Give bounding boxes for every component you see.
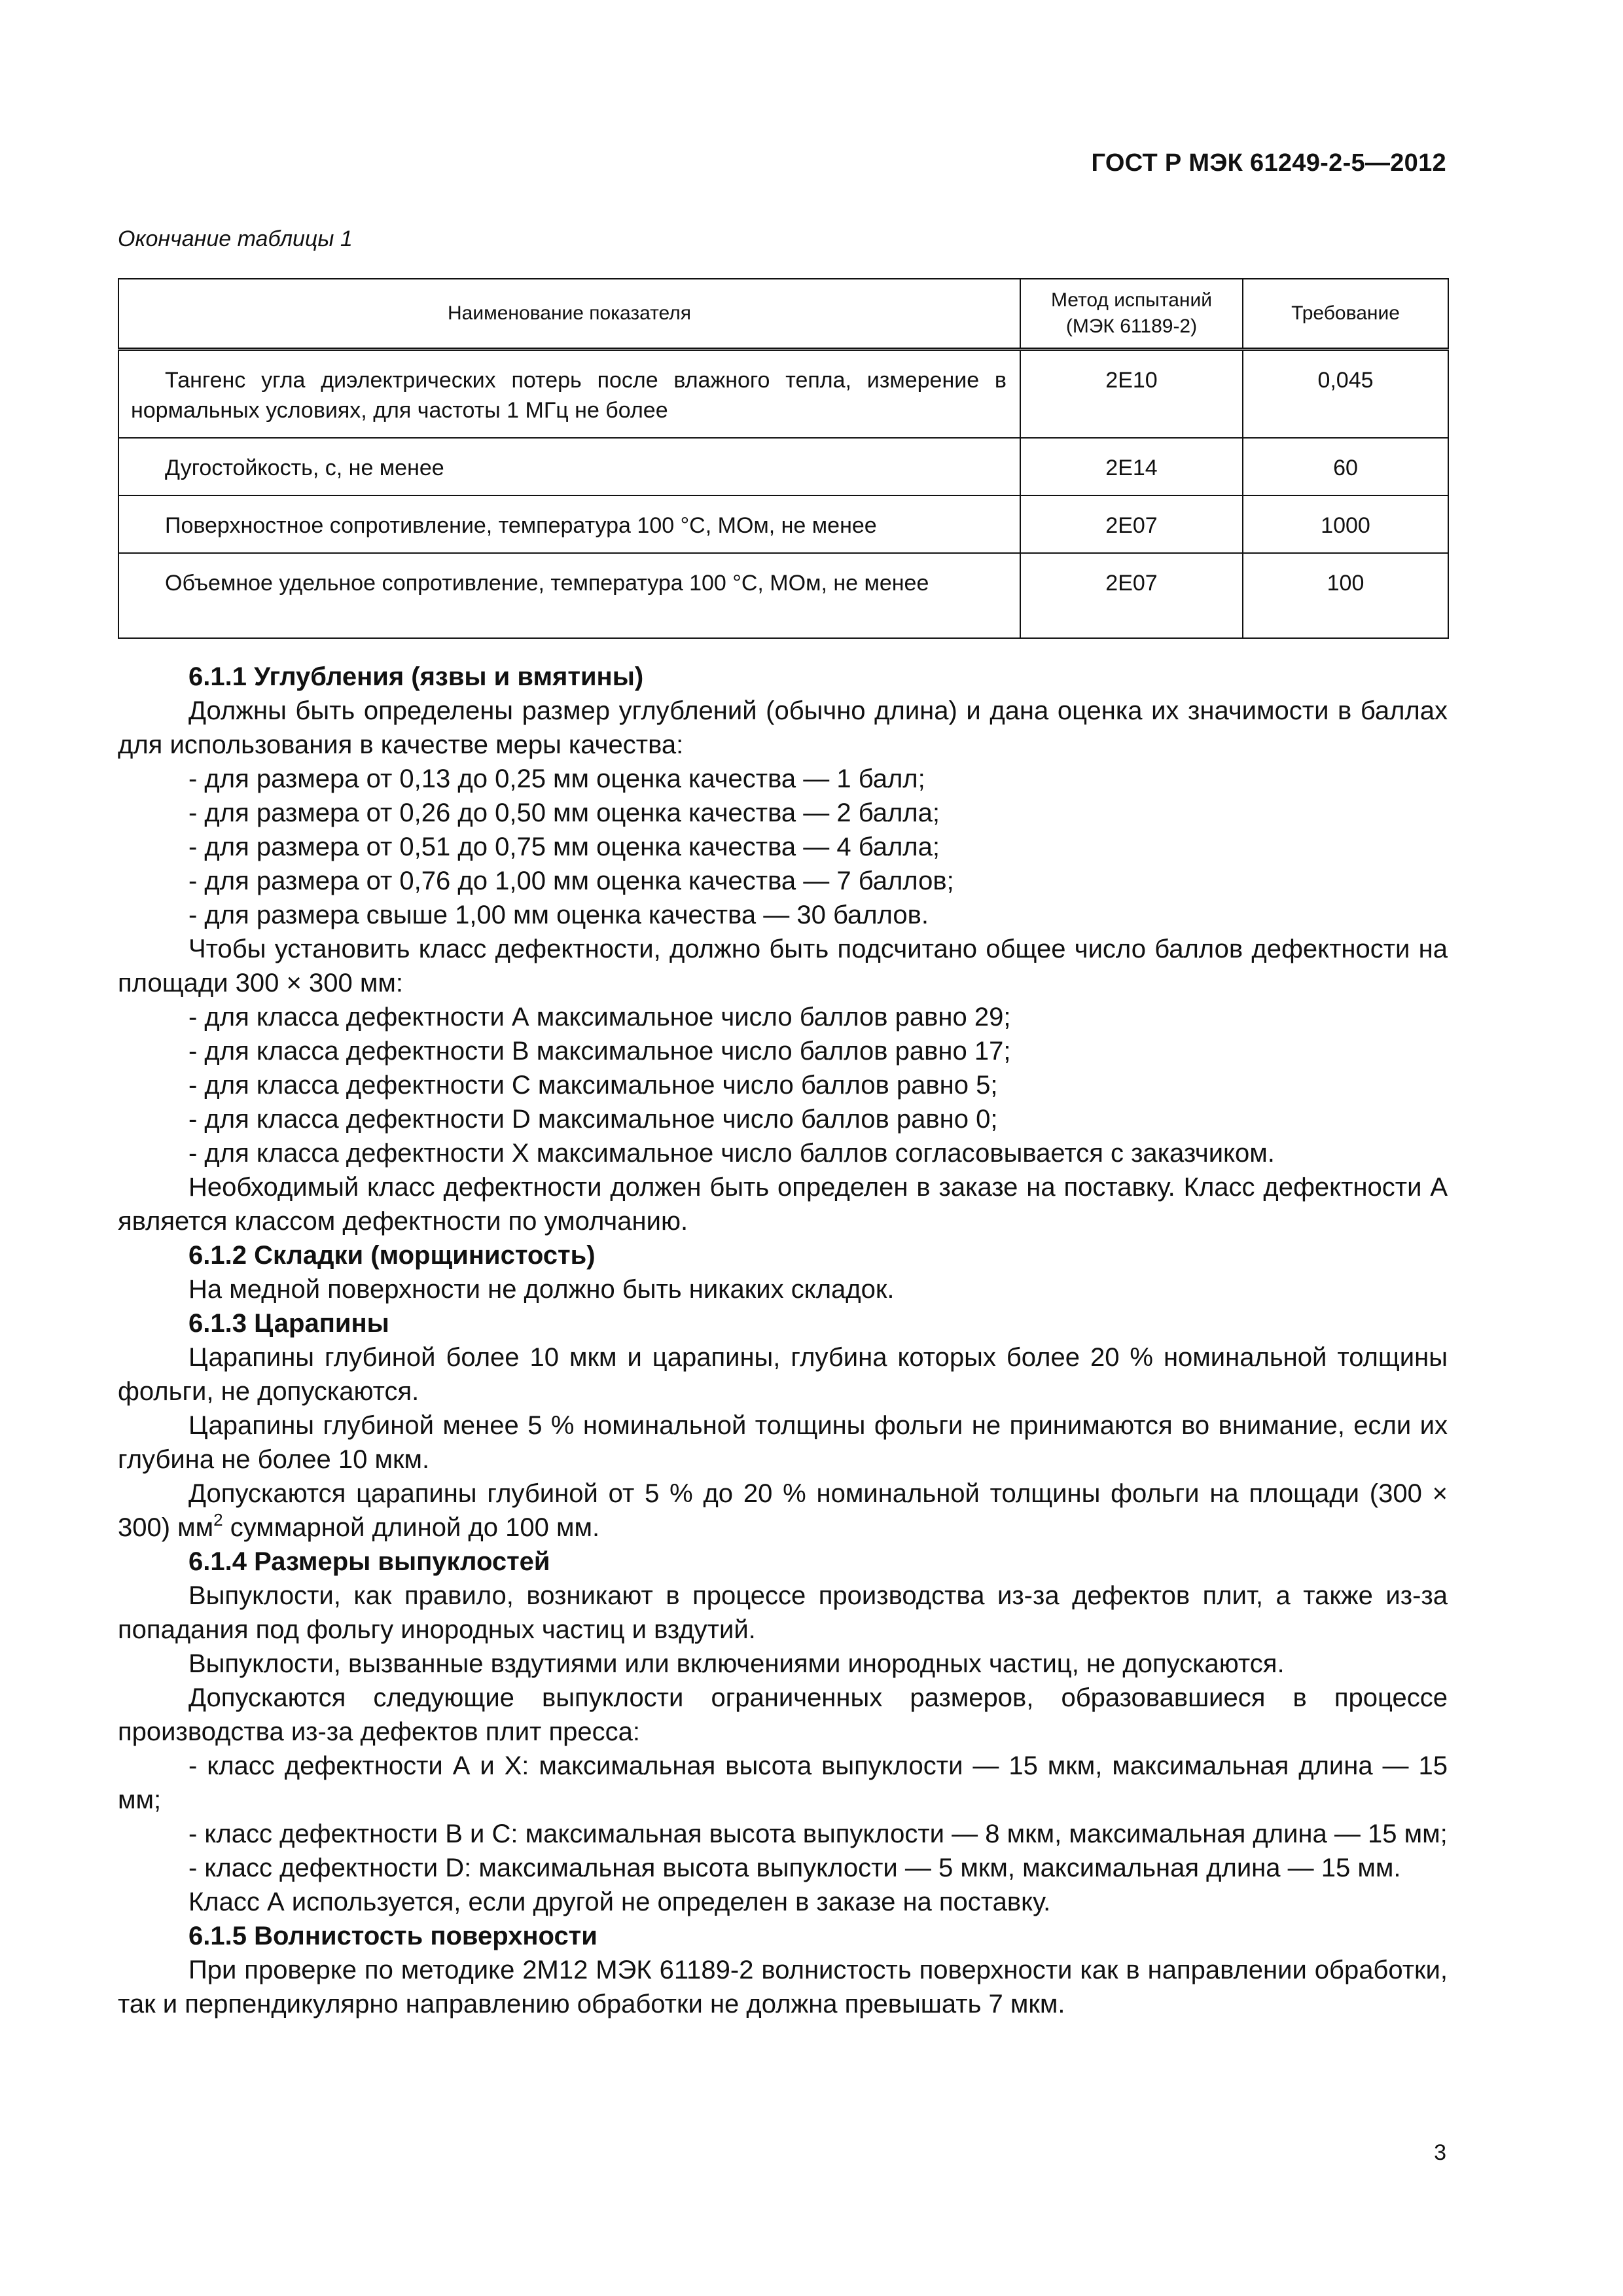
cell-indicator-name	[118, 438, 1020, 495]
paragraph: Царапины глубиной более 10 мкм и царапины, глубина которых более 20 % номинальной толщины фольги, не допускаются.	[118, 1343, 1448, 1406]
cell-text: Тангенс угла диэлектрических потерь после влажного тепла, измерение в нормальных условиях, для частоты 1 МГц не более	[131, 368, 1007, 423]
cell-indicator-name	[118, 350, 1020, 439]
paragraph: - класс дефектности D: максимальная высота выпуклости — 5 мкм, максимальная длина — 15 мм.	[188, 1854, 1401, 1882]
section-heading: 6.1.2 Складки (морщинистость)	[188, 1241, 596, 1270]
list-item: - для класса дефектности С максимальное число баллов равно 5;	[188, 1071, 998, 1100]
table-caption: Окончание таблицы 1	[118, 226, 353, 251]
page-number: 3	[1434, 2140, 1446, 2165]
superscript: 2	[213, 1510, 223, 1530]
paragraph: Должны быть определены размер углублений (обычно длина) и дана оценка их значимости в баллах для использования в качестве меры качества:	[118, 696, 1448, 759]
cell-test-method: 2E07	[1020, 495, 1243, 553]
cell-test-method: 2E07	[1020, 553, 1243, 638]
cell-text: Дугостойкость, с, не менее	[165, 456, 444, 480]
column-header-requirement: Требование	[1243, 279, 1448, 350]
list-item: - для размера от 0,76 до 1,00 мм оценка качества — 7 баллов;	[188, 867, 954, 895]
paragraph: Чтобы установить класс дефектности, должно быть подсчитано общее число баллов дефектности на площади 300 × 300 мм:	[118, 935, 1448, 997]
spec-table	[118, 278, 1449, 639]
paragraph: На медной поверхности не должно быть никаких складок.	[188, 1275, 895, 1304]
body-text	[118, 660, 1448, 2021]
paragraph: Выпуклости, вызванные вздутиями или включениями инородных частиц, не допускаются.	[188, 1649, 1285, 1678]
cell-requirement: 60	[1243, 438, 1448, 495]
cell-indicator-name	[118, 553, 1020, 638]
document-code: ГОСТ Р МЭК 61249-2-5—2012	[1091, 149, 1446, 177]
column-header-method: Метод испытаний (МЭК 61189-2)	[1020, 279, 1243, 350]
cell-test-method: 2E10	[1020, 350, 1243, 439]
list-item: - для класса дефектности В максимальное число баллов равно 17;	[188, 1037, 1011, 1066]
section-heading: 6.1.1 Углубления (язвы и вмятины)	[188, 662, 644, 691]
column-header-name: Наименование показателя	[118, 279, 1020, 350]
list-item: - для размера от 0,26 до 0,50 мм оценка качества — 2 балла;	[188, 798, 940, 827]
table-row	[118, 495, 1448, 553]
paragraph: - класс дефектности А и X: максимальная высота выпуклости — 15 мкм, максимальная длина — 15 мм;	[118, 1751, 1448, 1814]
section-heading: 6.1.4 Размеры выпуклостей	[188, 1547, 550, 1576]
cell-requirement: 0,045	[1243, 350, 1448, 439]
cell-test-method: 2E14	[1020, 438, 1243, 495]
paragraph-text: суммарной длиной до 100 мм.	[223, 1513, 600, 1542]
cell-text: Поверхностное сопротивление, температура 100 °С, МОм, не менее	[165, 513, 877, 538]
paragraph: При проверке по методике 2М12 МЭК 61189-2 волнистость поверхности как в направлении обработки, так и перпендикулярно направлению обработки не должна превышать 7 мкм.	[118, 1956, 1448, 2018]
paragraph-text: Допускаются царапины глубиной от 5 % до 20 % номинальной толщины фольги на площади (300 × 300) мм	[118, 1479, 1448, 1542]
list-item: - для размера от 0,51 до 0,75 мм оценка качества — 4 балла;	[188, 833, 940, 861]
paragraph: Необходимый класс дефектности должен быть определен в заказе на поставку. Класс дефектности А является классом дефектности по умолчанию.	[118, 1173, 1448, 1236]
paragraph: Допускаются следующие выпуклости ограниченных размеров, образовавшиеся в процессе производства из-за дефектов плит пресса:	[118, 1683, 1448, 1746]
list-item: - для класса дефектности А максимальное число баллов равно 29;	[188, 1003, 1011, 1031]
cell-requirement: 1000	[1243, 495, 1448, 553]
table-header-row	[118, 279, 1448, 350]
section-heading: 6.1.5 Волнистость поверхности	[188, 1922, 597, 1950]
paragraph: Выпуклости, как правило, возникают в процессе производства из-за дефектов плит, а также из-за попадания под фольгу инородных частиц и вздутий.	[118, 1581, 1448, 1644]
table-row	[118, 553, 1448, 638]
cell-indicator-name	[118, 495, 1020, 553]
list-item: - для размера свыше 1,00 мм оценка качества — 30 баллов.	[188, 901, 929, 929]
section-heading: 6.1.3 Царапины	[188, 1309, 389, 1338]
list-item: - для класса дефектности X максимальное число баллов согласовывается с заказчиком.	[188, 1139, 1275, 1168]
table-row	[118, 438, 1448, 495]
paragraph	[118, 1477, 1448, 1545]
paragraph: Царапины глубиной менее 5 % номинальной толщины фольги не принимаются во внимание, если их глубина не более 10 мкм.	[118, 1411, 1448, 1474]
cell-text: Объемное удельное сопротивление, температура 100 °С, МОм, не менее	[165, 571, 929, 596]
cell-requirement: 100	[1243, 553, 1448, 638]
paragraph: Класс А используется, если другой не определен в заказе на поставку.	[188, 1888, 1051, 1916]
table-row	[118, 350, 1448, 439]
list-item: - для класса дефектности D максимальное число баллов равно 0;	[188, 1105, 998, 1134]
paragraph: - класс дефектности В и С: максимальная высота выпуклости — 8 мкм, максимальная длина — 15 мм;	[188, 1820, 1448, 1848]
list-item: - для размера от 0,13 до 0,25 мм оценка качества — 1 балл;	[188, 764, 925, 793]
